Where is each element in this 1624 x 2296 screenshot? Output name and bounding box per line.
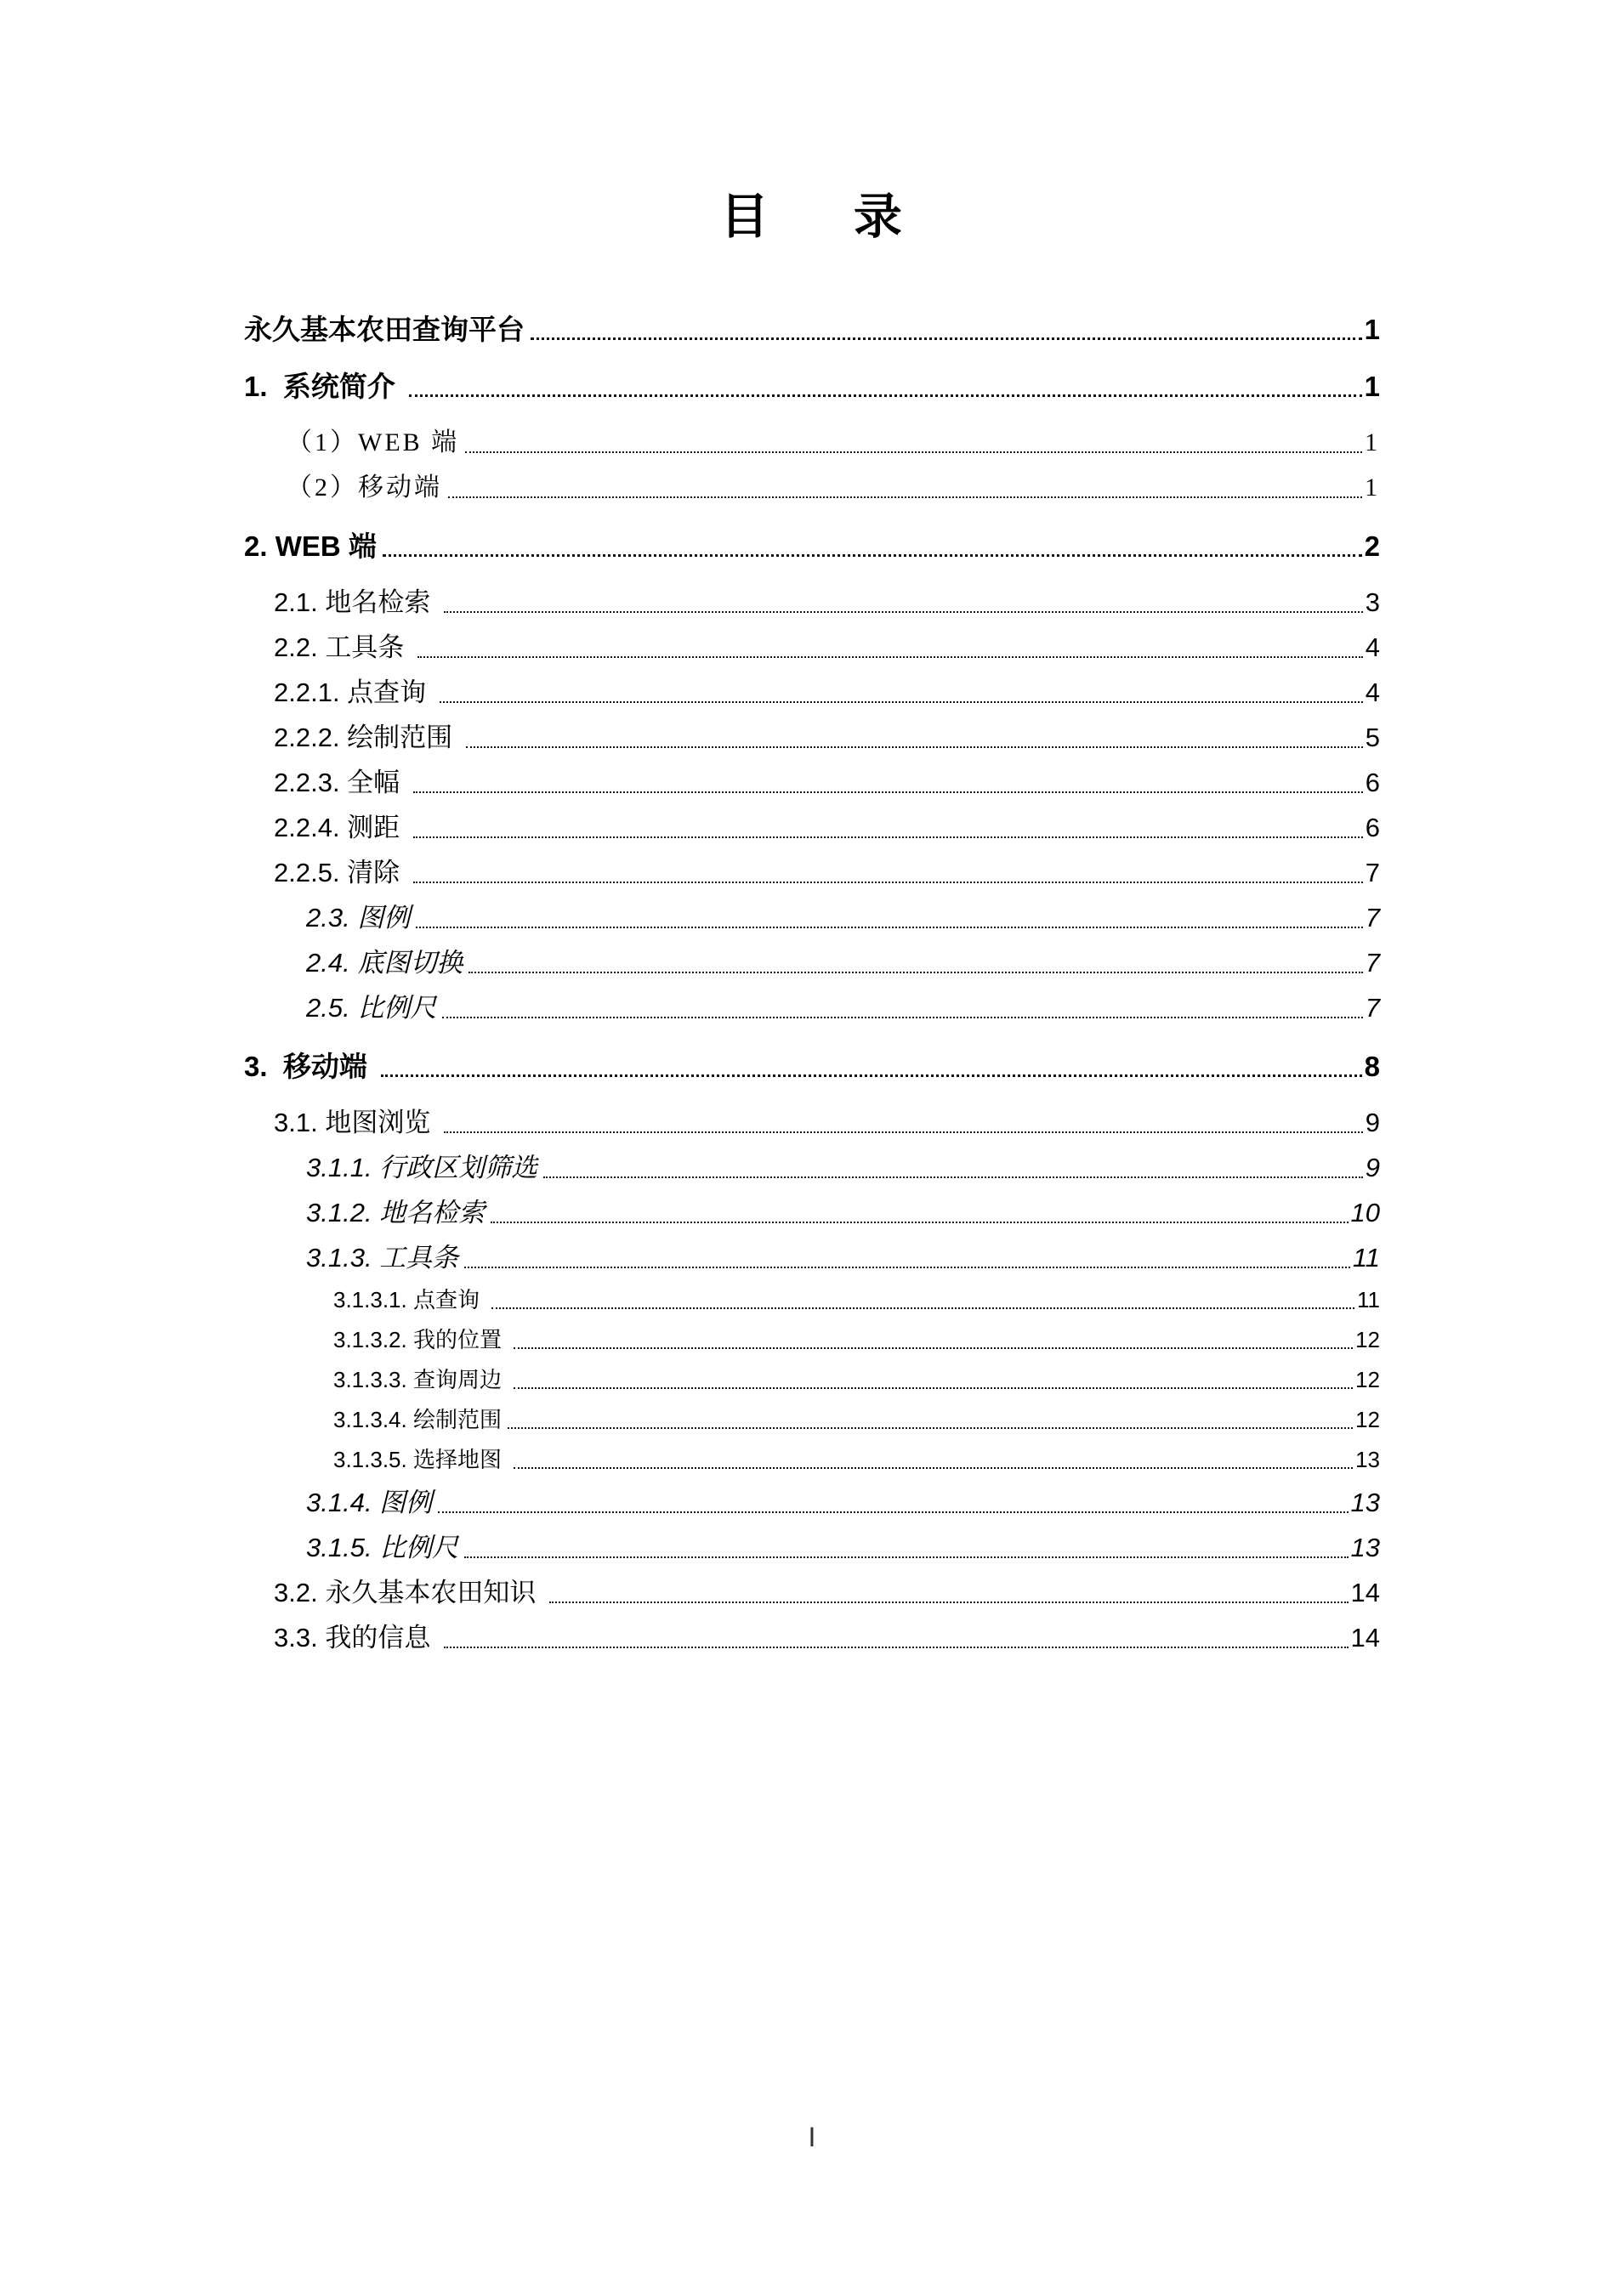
toc-entry-page: 13 [1355,1447,1380,1472]
dotted-leader [442,1017,1362,1018]
dotted-leader [514,1467,1353,1469]
dotted-leader [491,1307,1354,1309]
toc-entry[interactable] [244,530,1380,564]
toc-entry[interactable] [244,427,1380,459]
toc-entry-page: 11 [1357,1287,1380,1312]
toc-entry-page: 2 [1364,530,1380,562]
toc-entry[interactable] [244,1446,1380,1474]
dotted-leader [468,972,1362,973]
toc-entry-page: 7 [1365,858,1380,887]
toc-entry-label: 永久基本农田查询平台 [244,314,525,345]
toc-entry-page: 13 [1350,1488,1380,1517]
toc-entry-page: 13 [1350,1533,1380,1562]
toc-entry[interactable] [244,1406,1380,1434]
toc-entry[interactable] [244,1326,1380,1354]
dotted-leader [413,791,1363,793]
toc-entry-label: 3.3. 我的信息 [274,1623,438,1653]
toc-entry[interactable] [244,857,1380,889]
toc-entry-label: （1）WEB 端 [287,428,460,456]
toc-entry[interactable] [244,1622,1380,1654]
dotted-leader [383,554,1362,557]
toc-entry-page: 1 [1365,473,1380,502]
toc-entry-page: 11 [1352,1243,1380,1273]
toc-entry-label: 3.2. 永久基本农田知识 [274,1578,543,1607]
toc-entry[interactable] [244,1487,1380,1519]
toc-entry[interactable] [244,632,1380,664]
dotted-leader [444,611,1363,613]
toc-entry-label: （2）移动端 [287,473,442,502]
toc-entry[interactable] [244,947,1380,979]
dotted-leader [531,337,1362,340]
toc-entry-label: 2.2. 工具条 [274,632,412,662]
toc-entry-label: 2.5. 比例尺 [306,993,437,1023]
footer-page-number: I [808,2122,816,2152]
toc-entry-page: 12 [1355,1327,1380,1352]
toc-entry-label: 1. 系统简介 [244,371,404,402]
dotted-leader [417,656,1363,658]
dotted-leader [448,496,1362,498]
toc-entry-label: 3.1.5. 比例尺 [306,1533,459,1562]
toc-entry[interactable] [244,1286,1380,1314]
dotted-leader [514,1387,1353,1389]
toc-entry-page: 3 [1365,587,1380,617]
toc-entry-page: 12 [1355,1407,1380,1432]
dotted-leader [464,1267,1350,1268]
toc-entry-page: 1 [1364,314,1380,345]
toc-entry-page: 7 [1365,993,1380,1023]
toc-entry-page: 7 [1365,948,1380,978]
toc-entry-label: 3.1.3.3. 查询周边 [333,1367,508,1392]
toc-title: 目 录 [720,190,904,244]
toc-entry-label: 2.3. 图例 [306,903,411,933]
dotted-leader [465,451,1362,453]
toc-entry-page: 1 [1364,371,1380,402]
toc-entry-label: 2.2.1. 点查询 [274,677,434,707]
toc-entry[interactable] [244,677,1380,709]
toc-entry-page: 10 [1350,1198,1380,1227]
toc-entry-label: 3. 移动端 [244,1051,376,1082]
toc-entry[interactable] [244,1197,1380,1229]
toc-entry[interactable] [244,1107,1380,1139]
toc-entry[interactable] [244,1050,1380,1084]
toc-entry[interactable] [244,992,1380,1024]
toc-entry-page: 1 [1365,428,1380,456]
toc-entry[interactable] [244,587,1380,619]
toc-entry-label: 3.1.2. 地名检索 [306,1198,485,1227]
toc-entry-page: 14 [1350,1578,1380,1607]
toc-entry-label: 3.1.4. 图例 [306,1488,433,1517]
toc-entry-label: 3.1.3.1. 点查询 [333,1287,486,1312]
toc-entry-label: 2.4. 底图切换 [306,948,463,978]
toc-entry[interactable] [244,722,1380,754]
toc-entry[interactable] [244,1577,1380,1609]
toc-entry-page: 9 [1365,1153,1380,1182]
toc-entry-page: 6 [1365,768,1380,797]
dotted-leader [381,1074,1362,1077]
dotted-leader [491,1222,1348,1223]
dotted-leader [438,1511,1348,1513]
toc-entry[interactable] [244,1152,1380,1184]
toc-entry-page: 5 [1365,723,1380,752]
dotted-leader [444,1131,1363,1133]
toc-entry-label: 3.1. 地图浏览 [274,1108,438,1137]
toc-entry-page: 8 [1364,1051,1380,1082]
toc-entry-label: 2.1. 地名检索 [274,587,438,617]
toc-entry-page: 4 [1365,632,1380,662]
toc-entry-page: 6 [1365,813,1380,842]
toc-entry[interactable] [244,313,1380,347]
toc-entry-page: 4 [1365,677,1380,707]
toc-list [0,247,1624,1654]
toc-entry[interactable] [244,370,1380,404]
toc-entry-page: 9 [1365,1108,1380,1137]
toc-entry[interactable] [244,472,1380,504]
toc-entry-page: 12 [1355,1367,1380,1392]
dotted-leader [413,836,1363,838]
toc-entry[interactable] [244,767,1380,799]
toc-entry-label: 3.1.3. 工具条 [306,1243,459,1273]
toc-entry-label: 3.1.1. 行政区划筛选 [306,1153,538,1182]
dotted-leader [466,746,1363,748]
dotted-leader [416,927,1362,928]
toc-entry-label: 3.1.3.4. 绘制范围 [333,1407,502,1432]
toc-entry[interactable] [244,902,1380,934]
toc-entry-label: 2.2.2. 绘制范围 [274,723,460,752]
toc-entry[interactable] [244,1242,1380,1274]
toc-entry-page: 14 [1350,1623,1380,1653]
toc-entry[interactable] [244,1532,1380,1564]
toc-entry-label: 2. WEB 端 [244,530,377,562]
dotted-leader [440,701,1363,703]
dotted-leader [514,1347,1353,1349]
toc-entry-label: 2.2.3. 全幅 [274,768,407,797]
dotted-leader [413,882,1363,883]
dotted-leader [508,1427,1353,1429]
toc-entry-label: 2.2.5. 清除 [274,858,407,887]
dotted-leader [464,1556,1348,1558]
dotted-leader [543,1176,1363,1178]
dotted-leader [409,394,1362,397]
toc-entry[interactable] [244,1366,1380,1394]
toc-entry-label: 3.1.3.5. 选择地图 [333,1447,508,1472]
toc-entry-page: 7 [1365,903,1380,933]
dotted-leader [549,1602,1349,1603]
toc-entry-label: 2.2.4. 测距 [274,813,407,842]
toc-entry-label: 3.1.3.2. 我的位置 [333,1327,508,1352]
dotted-leader [444,1647,1349,1648]
toc-entry[interactable] [244,812,1380,844]
